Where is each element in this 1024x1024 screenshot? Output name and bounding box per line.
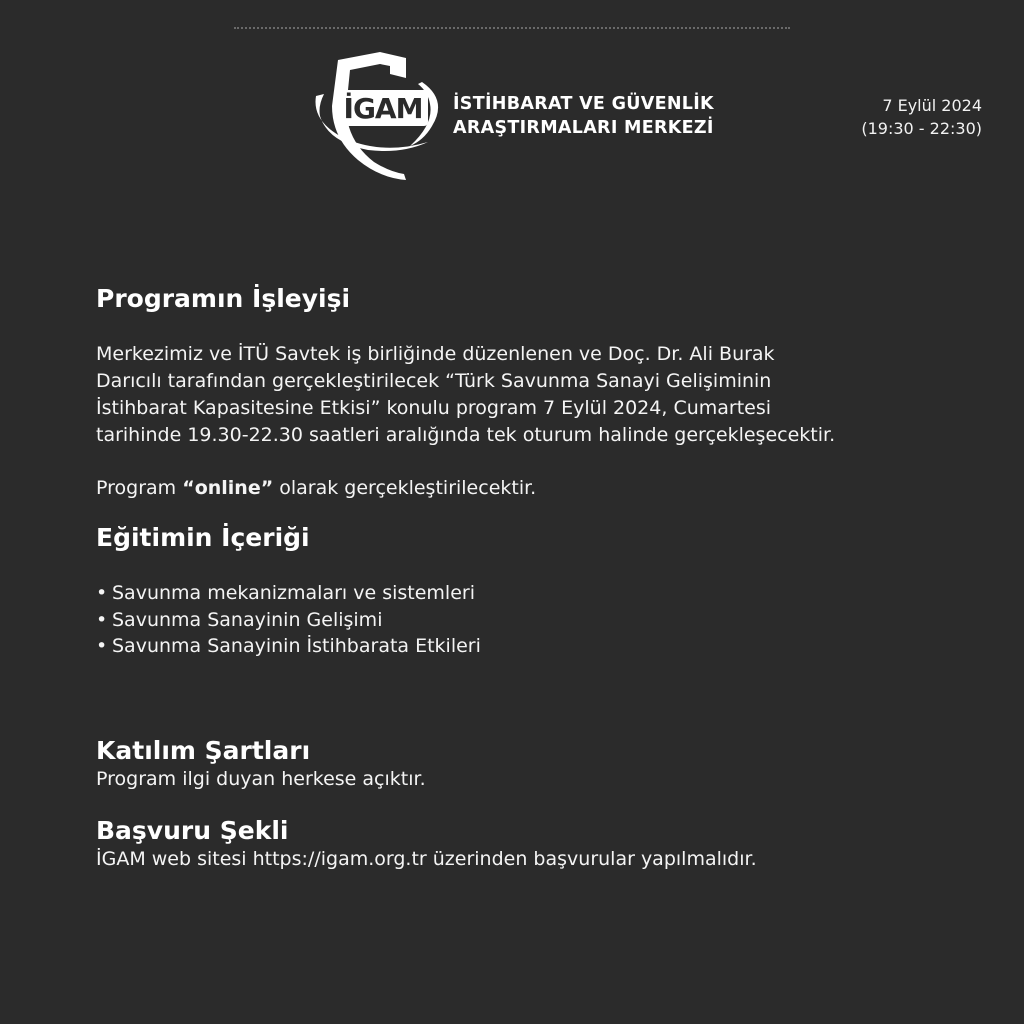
event-date-time — [861, 94, 982, 140]
program-description-line: Merkezimiz ve İTÜ Savtek iş birliğinde düzenlenen ve Doç. Dr. Ali Burak — [96, 343, 775, 365]
igam-logo — [310, 50, 450, 182]
section-title-participation: Katılım Şartları — [96, 736, 311, 765]
application-text: İGAM web sitesi https://igam.org.tr üzerinden başvurular yapılmalıdır. — [96, 848, 757, 870]
bullet-icon: • — [96, 582, 108, 604]
program-description — [96, 341, 835, 449]
list-item: • Savunma Sanayinin İstihbarata Etkileri — [96, 633, 481, 660]
section-title-content: Eğitimin İçeriği — [96, 523, 310, 552]
event-date: 7 Eylül 2024 — [882, 96, 982, 115]
org-name-line-1: İSTİHBARAT VE GÜVENLİK — [453, 94, 714, 114]
org-name-line-2: ARAŞTIRMALARI MERKEZİ — [453, 118, 714, 138]
program-description-line: Darıcılı tarafından gerçekleştirilecek “Türk Savunma Sanayi Gelişiminin — [96, 370, 772, 392]
event-time: (19:30 - 22:30) — [861, 119, 982, 138]
bullet-icon: • — [96, 608, 108, 631]
shield-emblem-icon — [310, 50, 450, 182]
organization-name — [453, 92, 714, 140]
online-notice-prefix: Program — [96, 477, 177, 499]
list-item: • Savunma mekanizmaları ve sistemleri — [96, 580, 481, 607]
list-item: • Savunma Sanayinin Gelişimi — [96, 607, 481, 634]
online-notice — [96, 475, 536, 502]
online-notice-bold: “online” — [182, 477, 274, 499]
bullet-icon: • — [96, 635, 108, 657]
online-notice-suffix: olarak gerçekleştirilecektir. — [279, 477, 537, 499]
svg-text:İGAM: İGAM — [343, 92, 423, 125]
participation-text: Program ilgi duyan herkese açıktır. — [96, 768, 426, 790]
top-dotted-divider — [234, 27, 790, 29]
section-title-application: Başvuru Şekli — [96, 816, 289, 845]
program-description-line: tarihinde 19.30-22.30 saatleri aralığında tek oturum halinde gerçekleşecektir. — [96, 424, 836, 446]
section-title-program: Programın İşleyişi — [96, 284, 351, 313]
content-list — [96, 580, 481, 660]
program-description-line: İstihbarat Kapasitesine Etkisi” konulu program 7 Eylül 2024, Cumartesi — [96, 397, 772, 419]
